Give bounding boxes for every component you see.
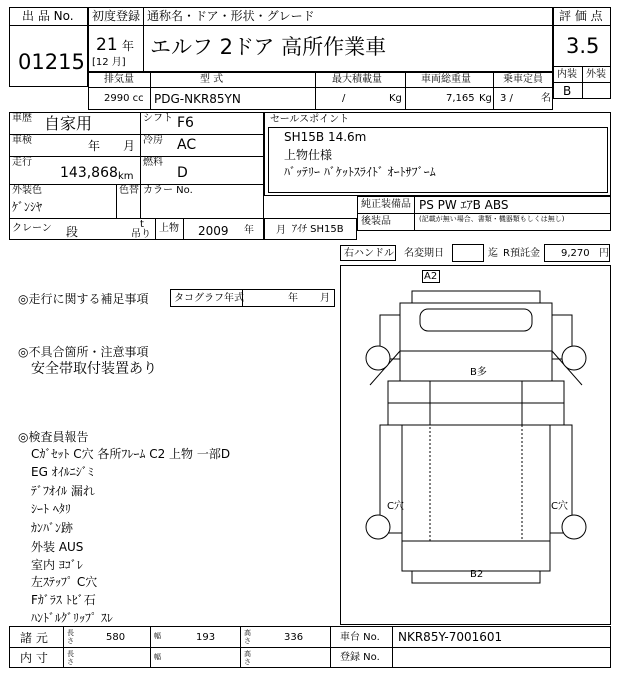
tacho-label: タコグラフ年式	[174, 293, 244, 304]
inspect-line: ｶﾝﾊﾞﾝ跡	[31, 521, 74, 535]
shift-label: シフト	[143, 113, 173, 124]
equip-vdivider	[414, 196, 415, 231]
info-h4	[9, 218, 264, 219]
hist-value: 自家用	[44, 114, 93, 133]
mark-c-hole-left: C穴	[387, 501, 404, 512]
tacho-month: 月	[320, 293, 330, 304]
spec-v1	[150, 72, 151, 110]
inspect-line: EG ｵｲﾙﾆｼﾞﾐ	[31, 465, 94, 479]
width-value: 193	[196, 632, 216, 643]
defect-text: 安全帯取付装置あり	[31, 361, 157, 377]
hashi: 迄	[488, 248, 498, 259]
gross-label: 車両総重量	[421, 74, 471, 85]
lot-label: 出 品 No.	[22, 9, 74, 23]
km-unit: km	[118, 171, 134, 182]
sales-line-2: 上物仕様	[284, 148, 333, 162]
info-v2	[116, 184, 117, 218]
equip-divider	[357, 213, 611, 214]
spec-divider	[88, 87, 553, 88]
ext-label: 外装	[586, 69, 606, 80]
footer-v5	[392, 626, 393, 668]
name-change-box	[452, 244, 484, 262]
inspect-line: 外装 AUS	[31, 540, 84, 554]
color-no-label: 色替	[119, 185, 139, 196]
defect-label: ◎不具合箇所・注意事項	[18, 345, 149, 359]
naigai-label: 内 寸	[20, 651, 48, 665]
after-label: 後装品	[361, 216, 391, 227]
eval-vdivider	[582, 66, 583, 99]
after-note: (記載が無い場合、書類・機器類もしくは無し)	[419, 215, 565, 223]
car-name: エルフ 2ドア 高所作業車	[150, 35, 387, 59]
fuel-label: 燃料	[143, 157, 163, 168]
mileage-value: 143,868	[60, 165, 118, 181]
info-h2	[9, 156, 264, 157]
width-label-2: 幅	[154, 653, 161, 661]
joubutsu-year-unit: 年	[244, 225, 254, 236]
color-value: ｹﾞﾝｼﾔ	[12, 200, 43, 214]
info-v3	[140, 184, 141, 218]
maxload-label: 最大積載量	[332, 74, 382, 85]
mileage-label: 走行	[12, 157, 32, 168]
shift-value: F6	[177, 115, 194, 131]
title-vdivider	[143, 7, 144, 72]
model-label: 型 式	[200, 74, 224, 85]
ac-label: 冷房	[143, 135, 163, 146]
crane-tsuri: 吊り	[131, 229, 151, 240]
eval-label: 評 価 点	[559, 9, 603, 23]
reg-year: 21	[96, 35, 118, 55]
shogen-label: 諸 元	[20, 631, 48, 645]
inspect-line: Cｶﾞｾｯﾄ C穴 各所ﾌﾚｰﾑ C2 上物 一部D	[31, 447, 231, 461]
info-h1	[9, 134, 264, 135]
joubutsu-label: 上物	[159, 223, 179, 234]
fuel-value: D	[177, 165, 188, 181]
footer-v4	[330, 626, 331, 668]
info-v1	[140, 112, 141, 184]
tacho-year: 年	[288, 293, 298, 304]
mark-a2-label: A2	[424, 271, 438, 282]
shaken-year: 年	[88, 139, 101, 153]
footer-v2	[150, 626, 151, 668]
kg-unit-1: Kg	[389, 93, 402, 104]
height-label: 高さ	[244, 629, 251, 645]
genuine-label: 純正装備品	[361, 199, 411, 210]
lot-divider	[9, 25, 88, 26]
height-label-2: 高さ	[244, 650, 251, 666]
shaken-month: 月	[123, 139, 136, 153]
kg-unit-2: Kg	[479, 93, 492, 104]
reg-label: 初度登録	[92, 9, 141, 23]
spec-v2	[315, 72, 316, 110]
len-label-2: 長さ	[67, 650, 74, 666]
reg-month: [12 月]	[92, 57, 126, 68]
regno-label: 登録 No.	[340, 652, 380, 663]
hist-label: 車歴	[12, 113, 32, 124]
joubutsu-year: 2009	[198, 224, 229, 238]
mark-b2: B2	[470, 569, 484, 580]
inspect-line: Fｶﾞﾗｽ ﾄﾋﾞ石	[31, 593, 96, 607]
height-value: 336	[284, 632, 304, 643]
chassis-number: NKR85Y-7001601	[398, 630, 503, 644]
crane-dan: 段	[66, 225, 79, 239]
recycle-value: 9,270	[561, 248, 590, 259]
joubutsu-month: 月	[276, 225, 286, 236]
cap-label: 乗車定員	[503, 74, 543, 85]
genuine-equipment: PS PW ｴｱB ABS	[419, 198, 509, 212]
int-label: 内装	[557, 69, 577, 80]
recycle-label: R預託金	[503, 248, 540, 259]
steering: 右ハンドル	[344, 248, 394, 259]
crane-label: クレーン	[12, 223, 52, 234]
sales-line-1: SH15B 14.6m	[284, 130, 367, 144]
crane-t: t	[140, 219, 144, 230]
mark-b-many: B多	[470, 367, 487, 378]
name-change-label: 名変期日	[404, 248, 444, 259]
displacement: 2990 cc	[104, 93, 144, 104]
name-label: 通称名・ドア・形状・グレード	[147, 9, 315, 23]
model-code: PDG-NKR85YN	[154, 92, 241, 106]
inspect-label: ◎検査員報告	[18, 430, 89, 444]
shaken-label: 車検	[12, 135, 32, 146]
int-grade: B	[563, 84, 572, 98]
ac-value: AC	[177, 137, 197, 153]
inspect-line: ｼｰﾄ ﾍﾀﾘ	[31, 502, 71, 516]
title-divider	[88, 25, 553, 26]
capacity: 3 /	[500, 93, 513, 104]
maxload-value: /	[342, 93, 346, 104]
gross-weight: 7,165	[446, 93, 475, 104]
len-label: 長さ	[67, 629, 74, 645]
inspect-line: 左ｽﾃｯﾌﾟ C穴	[31, 575, 98, 589]
inspect-line: 室内 ﾖｺﾞﾚ	[31, 558, 83, 572]
cap-unit: 名	[541, 93, 551, 104]
length-value: 580	[106, 632, 126, 643]
inspect-line: ﾊﾝﾄﾞﾙｸﾞﾘｯﾌﾟ ｽﾚ	[31, 611, 113, 625]
lot-number: 01215	[18, 50, 85, 74]
disp-label: 排気量	[104, 74, 134, 85]
mark-c-hole-right: C穴	[551, 501, 568, 512]
spec-v3	[405, 72, 406, 110]
sales-line-3: ﾊﾞｯﾃﾘｰ ﾊﾞｹｯﾄｽﾗｲﾄﾞ ｵｰﾄｻﾌﾞｰﾑ	[284, 165, 436, 179]
spec-v4	[493, 72, 494, 110]
info-v4	[155, 218, 156, 240]
info-v5	[183, 218, 184, 240]
footer-v1	[63, 626, 64, 668]
footer-divider	[9, 647, 611, 648]
footer-v3	[240, 626, 241, 668]
eval-score: 3.5	[566, 34, 600, 58]
inspect-line: ﾃﾞﾌｵｲﾙ 漏れ	[31, 484, 95, 498]
color-label: 外装色	[12, 185, 42, 196]
drive-note-label: ◎走行に関する補足事項	[18, 292, 149, 306]
width-label: 幅	[154, 632, 161, 640]
eval-divider	[553, 25, 611, 26]
year-unit: 年	[122, 39, 135, 53]
yen-unit: 円	[599, 248, 609, 259]
chassis-label: 車台 No.	[340, 632, 380, 643]
joubutsu-maker: ｱｲﾁ SH15B	[292, 224, 344, 235]
colorcode-label: カラー No.	[143, 185, 193, 196]
sales-label: セールスポイント	[270, 114, 350, 125]
